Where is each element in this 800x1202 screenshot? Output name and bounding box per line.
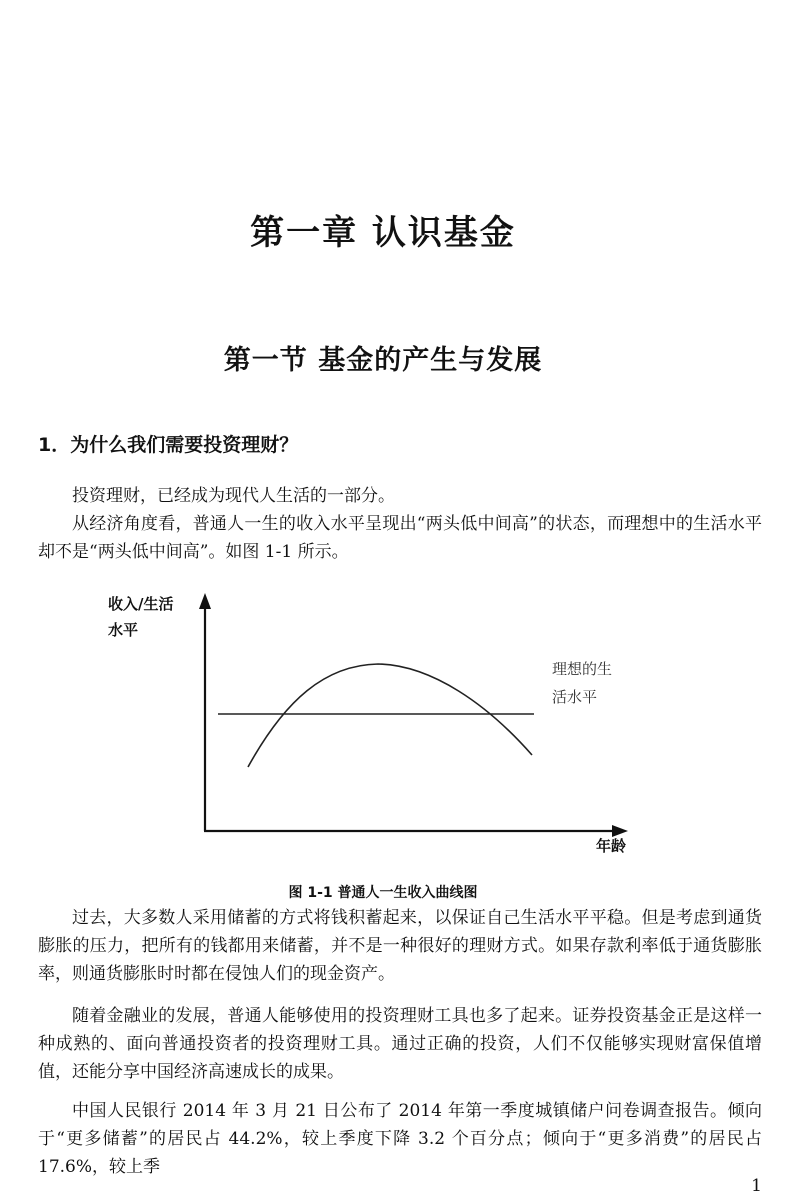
income-curve: [248, 664, 532, 767]
paragraph-intro: 投资理财，已经成为现代人生活的一部分。: [72, 486, 395, 506]
question-heading: 1．为什么我们需要投资理财？: [38, 434, 299, 456]
paragraph-survey: 中国人民银行 2014 年 3 月 21 日公布了 2014 年第一季度城镇储户问卷调查报告。倾向于“更多储蓄”的居民占 44.2%，较上季度下降 3.2 个百分点；倾向于“更多消费”的居民占 17.6%，较上季: [38, 1101, 762, 1177]
section-title: 第一节 基金的产生与发展: [223, 345, 543, 376]
page-number: 1: [751, 1176, 762, 1196]
x-axis-label: 年龄: [596, 837, 627, 855]
y-axis-arrow-icon: [199, 593, 211, 609]
ideal-living-label: 理想的生活水平: [552, 660, 613, 706]
chapter-title: 第一章 认识基金: [250, 213, 516, 253]
y-axis-label: 收入/生活水平: [108, 595, 174, 639]
paragraph-income-curve: 从经济角度看，普通人一生的收入水平呈现出“两头低中间高”的状态，而理想中的生活水平却不是“两头低中间高”。如图 1-1 所示。: [38, 514, 762, 562]
income-curve-figure: [100, 585, 660, 870]
figure-caption: 图 1-1 普通人一生收入曲线图: [288, 885, 478, 901]
paragraph-savings: 过去，大多数人采用储蓄的方式将钱积蓄起来，以保证自己生活水平平稳。但是考虑到通货膨胀的压力，把所有的钱都用来储蓄，并不是一种很好的理财方式。如果存款利率低于通货膨胀率，则通货膨胀时时都在侵蚀人们的现金资产。: [38, 908, 762, 984]
paragraph-fund-tools: 随着金融业的发展，普通人能够使用的投资理财工具也多了起来。证券投资基金正是这样一种成熟的、面向普通投资者的投资理财工具。通过正确的投资，人们不仅能够实现财富保值增值，还能分享中国经济高速成长的成果。: [38, 1006, 762, 1082]
